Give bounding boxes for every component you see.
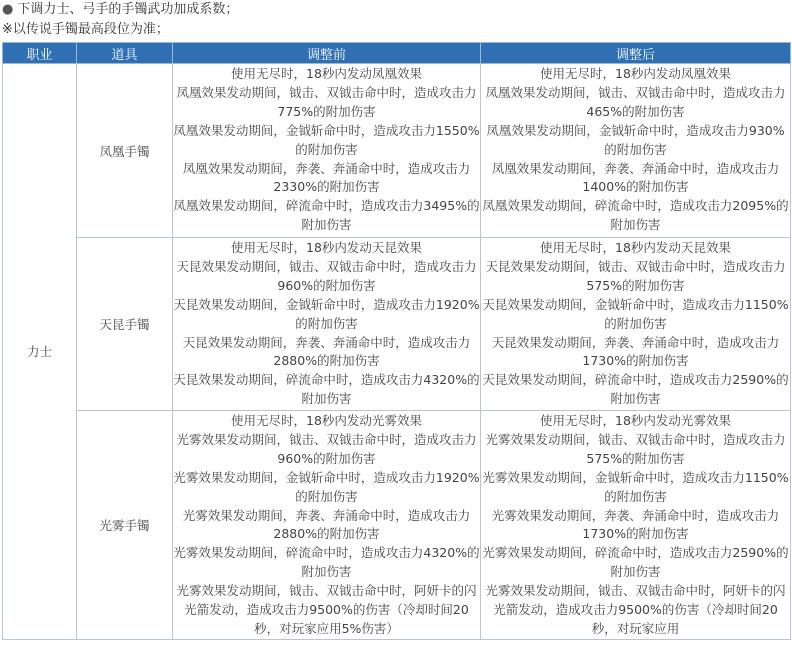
- before-line: 光雾效果发动期间，钺击、双钺击命中时，造成攻击力960%的附加伤害: [176, 431, 477, 466]
- before-line: 凤凰效果发动期间，奔袭、奔涌命中时，造成攻击力2330%的附加伤害: [182, 160, 471, 195]
- after-line: 天昆效果发动期间，碎流命中时，造成攻击力2590%的附加伤害: [482, 372, 789, 407]
- before-cell: [173, 411, 481, 640]
- after-line: 光雾效果发动期间，钺击、双钺击命中时，阿妍卡的闪光箭发动，造成攻击力9500%的伤害（冷却时间20秒，对玩家应用: [485, 583, 786, 636]
- before-line: 天昆效果发动期间，金钺斩命中时，造成攻击力1920%的附加伤害: [173, 296, 480, 331]
- header-item: 道具: [77, 43, 173, 64]
- header-profession: 职业: [3, 43, 77, 64]
- header-before: 调整前: [173, 43, 481, 64]
- bullet-icon: ●: [2, 2, 14, 17]
- item-cell: 光雾手镯: [77, 411, 173, 640]
- after-cell: [481, 64, 791, 238]
- before-line: 天昆效果发动期间，碎流命中时，造成攻击力4320%的附加伤害: [173, 372, 480, 407]
- note-text-1: 下调力士、弓手的手镯武功加成系数；: [17, 2, 239, 17]
- table-row: [3, 64, 791, 238]
- before-line: 天昆效果发动期间，奔袭、奔涌命中时，造成攻击力2880%的附加伤害: [182, 334, 471, 369]
- after-line: 凤凰效果发动期间，金钺斩命中时，造成攻击力930%的附加伤害: [486, 122, 785, 157]
- after-line: 使用无尽时，18秒内发动光雾效果: [540, 413, 731, 428]
- note-line-2: [0, 20, 792, 40]
- before-line: 光雾效果发动期间，金钺斩命中时，造成攻击力1920%的附加伤害: [173, 469, 480, 504]
- note-text-2: ※以传说手镯最高段位为准；: [2, 22, 169, 37]
- after-line: 光雾效果发动期间，钺击、双钺击命中时，造成攻击力575%的附加伤害: [485, 431, 786, 466]
- adjustment-table: [2, 42, 791, 640]
- after-cell: [481, 411, 791, 640]
- before-line: 天昆效果发动期间，钺击、双钺击命中时，造成攻击力960%的附加伤害: [176, 258, 477, 293]
- table-row: [3, 238, 791, 411]
- after-line: 凤凰效果发动期间，奔袭、奔涌命中时，造成攻击力1400%的附加伤害: [491, 160, 780, 195]
- after-line: 天昆效果发动期间，钺击、双钺击命中时，造成攻击力575%的附加伤害: [485, 258, 786, 293]
- before-line: 凤凰效果发动期间，金钺斩命中时，造成攻击力1550%的附加伤害: [173, 122, 480, 157]
- after-line: 凤凰效果发动期间，碎流命中时，造成攻击力2095%的附加伤害: [482, 198, 789, 233]
- note-line-1: [0, 0, 792, 20]
- before-line: 凤凰效果发动期间，碎流命中时，造成攻击力3495%的附加伤害: [173, 198, 480, 233]
- before-line: 光雾效果发动期间，奔袭、奔涌命中时，造成攻击力2880%的附加伤害: [182, 507, 471, 542]
- after-line: 使用无尽时，18秒内发动天昆效果: [540, 240, 731, 255]
- after-line: 天昆效果发动期间，金钺斩命中时，造成攻击力1150%的附加伤害: [482, 296, 789, 331]
- notes: [0, 0, 792, 40]
- after-line: 天昆效果发动期间，奔袭、奔涌命中时，造成攻击力1730%的附加伤害: [491, 334, 780, 369]
- item-cell: 凤凰手镯: [77, 64, 173, 238]
- after-line: 光雾效果发动期间，金钺斩命中时，造成攻击力1150%的附加伤害: [482, 469, 789, 504]
- before-line: 凤凰效果发动期间，钺击、双钺击命中时，造成攻击力775%的附加伤害: [176, 84, 477, 119]
- before-line: 使用无尽时，18秒内发动光雾效果: [231, 413, 422, 428]
- before-line: 使用无尽时，18秒内发动凤凰效果: [231, 66, 422, 81]
- item-cell: 天昆手镯: [77, 238, 173, 411]
- before-cell: [173, 64, 481, 238]
- after-line: 光雾效果发动期间，奔袭、奔涌命中时，造成攻击力1730%的附加伤害: [491, 507, 780, 542]
- table-row: [3, 411, 791, 640]
- after-line: 光雾效果发动期间，碎流命中时，造成攻击力2590%的附加伤害: [482, 545, 789, 580]
- after-cell: [481, 238, 791, 411]
- before-cell: [173, 238, 481, 411]
- before-line: 光雾效果发动期间，碎流命中时，造成攻击力4320%的附加伤害: [173, 545, 480, 580]
- profession-cell: 力士: [3, 64, 77, 640]
- before-line: 使用无尽时，18秒内发动天昆效果: [231, 240, 422, 255]
- header-after: 调整后: [481, 43, 791, 64]
- after-line: 凤凰效果发动期间，钺击、双钺击命中时，造成攻击力465%的附加伤害: [485, 84, 786, 119]
- table-header-row: [3, 43, 791, 64]
- after-line: 使用无尽时，18秒内发动凤凰效果: [540, 66, 731, 81]
- before-line: 光雾效果发动期间，钺击、双钺击命中时，阿妍卡的闪光箭发动，造成攻击力9500%的伤害（冷却时间20秒，对玩家应用5%伤害）: [176, 583, 477, 636]
